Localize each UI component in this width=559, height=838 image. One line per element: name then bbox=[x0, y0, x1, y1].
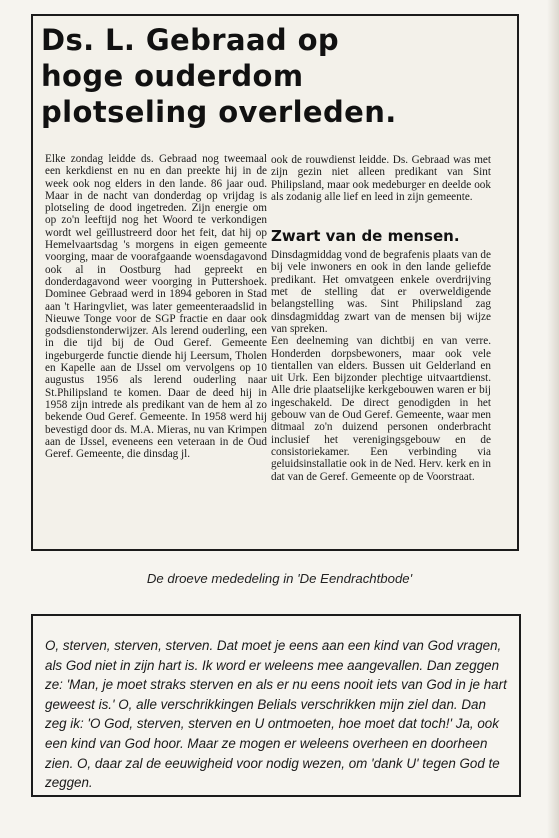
clipping-caption: De droeve mededeling in 'De Eendrachtbode' bbox=[146, 571, 413, 586]
newspaper-clipping bbox=[31, 14, 519, 551]
quote-box bbox=[31, 614, 521, 797]
page-edge-shadow bbox=[547, 0, 559, 838]
clipping-headline: Ds. L. Gebraad op hoge ouderdom plotseling overleden. bbox=[41, 23, 397, 129]
article-paragraph: Een deelneming van dichtbij en van verre. Honderden dorpsbewoners, maar ook vele tientallen van elders. Bussen uit Gelderland en uit Urk. Een bijzonder plechtige uitvaartdienst. Alle drie plaatselijke kerkgebouwen waren er bij ingeschakeld. De direct genodigden in het gebouw van de Oud Geref. Gemeente, waar men ditmaal zo'n duizend personen onderbracht inclusief het verenigingsgebouw en de consistoriekamer. Een verbinding via geluidsinstallatie ook in de Ned. Herv. kerk en in dat van de Geref. Gemeente op de Voorstraat. bbox=[271, 335, 491, 483]
clipping-left-column bbox=[45, 153, 267, 460]
clipping-right-column bbox=[271, 154, 491, 483]
article-paragraph: ook de rouwdienst leidde. Ds. Gebraad was met zijn gezin niet alleen predikant van Sint Philipsland, maar ook medeburger en deelde ook als zodanig alle lief en leed in zijn gemeente. bbox=[271, 154, 491, 203]
article-subheading: Zwart van de mensen. bbox=[271, 227, 460, 246]
article-paragraph: Elke zondag leidde ds. Gebraad nog tweemaal een kerkdienst en nu en dan preekte hij in de week ook nog elders in den lande. 86 jaar oud. Maar in de nacht van donderdag op vrijdag is plotseling de dood ingetreden. Zijn energie om op zo'n leeftijd nog het Woord te verkondigen wordt wel geïllustreerd door het feit, dat hij op Hemelvaartsdag 's morgens in eigen gemeente voorging, maar de voorafgaande woensdagavond ook al in Oostburg had gepreekt en donderdagavond weer voorging in Puttershoek. Dominee Gebraad werd in 1894 geboren in Stad aan 't Haringvliet, was later gemeenteraadslid in Nieuwe Tonge voor de SGP fractie en daar ook godsdienstonderwijzer. Als lerend ouderling, een in die tijd bij de Oud Geref. Gemeente ingeburgerde functie diende hij Leersum, Tholen en Kapelle aan de IJssel om vervolgens op 10 augustus 1956 als lerend ouderling naar St.Philipsland te komen. Daar de deed hij in 1958 zijn intrede als predikant van de hem al zo bekende Oud Geref. Gemeente. In 1958 werd hij bevestigd door ds. M.A. Mieras, nu van Krimpen aan de IJssel, eveneens een veteraan in de Oud Geref. Gemeente, die dinsdag jl. bbox=[45, 153, 267, 461]
quote-text: O, sterven, sterven, sterven. Dat moet je eens aan een kind van God vragen, als God niet in zijn hart is. Ik word er weleens mee aangevallen. Dan zeggen ze: 'Man, je moet straks sterven en als er nu eens nooit iets van God in je hart geweest is.' O, alle verschrikkingen Belials verschrikken mijn ziel dan. Dan zeg ik: 'O God, sterven, sterven en U ontmoeten, hoe moet dat toch!' Ja, ook een kind van God hoor. Maar ze mogen er weleens overheen en doorheen zien. O, daar zal de eeuwigheid voor nodig wezen, om 'dank U' tegen God te zeggen. bbox=[45, 638, 507, 791]
article-paragraph: Dinsdagmiddag vond de begrafenis plaats van de bij vele inwoners en ook in den lande geliefde predikant. Het omvatgeen enkele overdrijving met de stelling dat er overweldigende belangstelling was. Sint Philipsland zag dinsdagmiddag zwart van de mensen bij wijze van spreken. bbox=[271, 249, 491, 335]
